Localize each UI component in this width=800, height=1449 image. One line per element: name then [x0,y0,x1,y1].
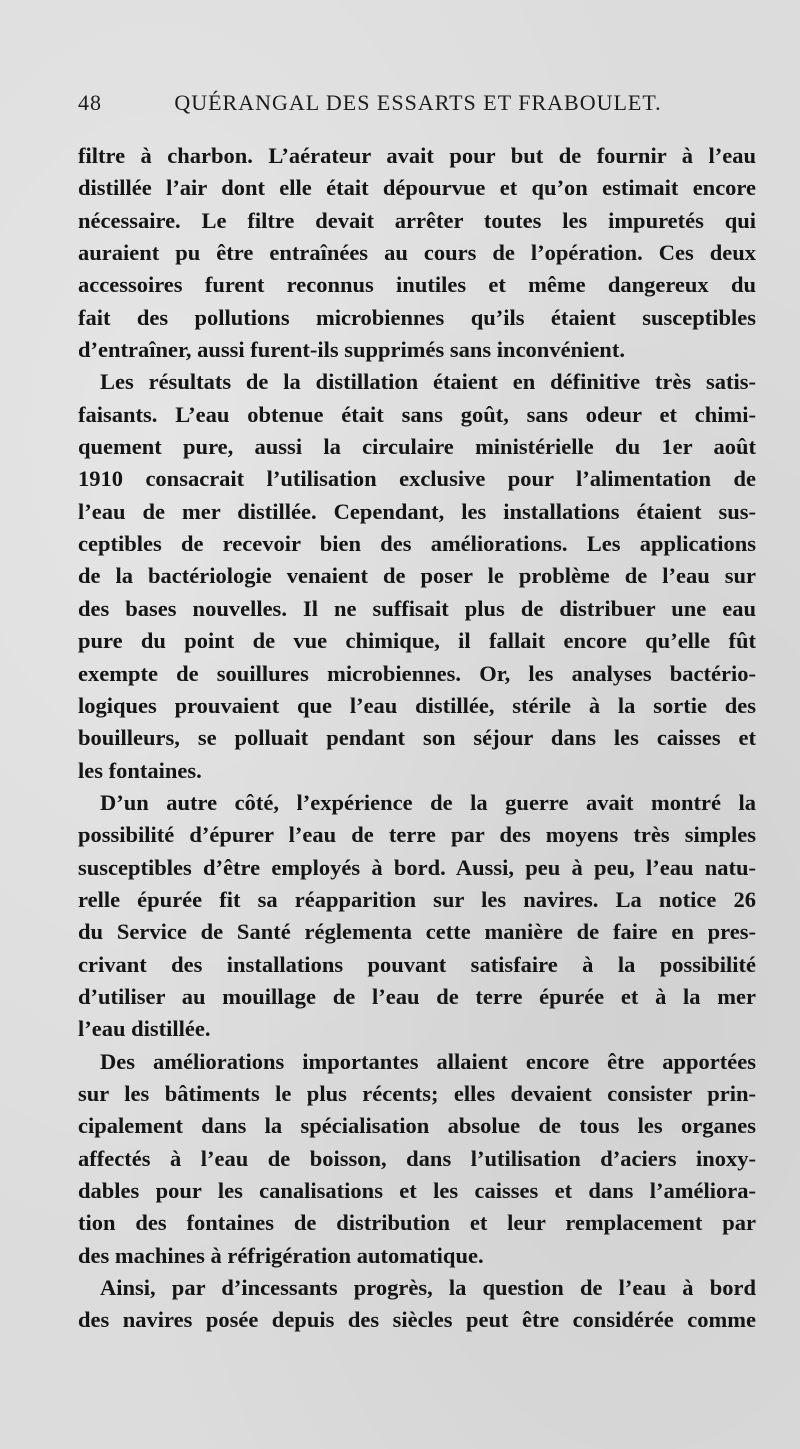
text-line: D’un autre côté, l’expérience de la guerre avait montré la [100,789,756,815]
text-line: tion des fontaines de distribution et leur remplacement par [78,1210,756,1236]
text-line: sur les bâtiments le plus récents; elles devaient consister prin- [78,1080,756,1106]
text-line: crivant des installations pouvant satisfaire à la possibilité [78,951,756,977]
text-line: accessoires furent reconnus inutiles et même dangereux du [78,272,756,298]
text-line: du Service de Santé réglementa cette manière de faire en pres- [78,919,756,945]
text-line: susceptibles d’être employés à bord. Aussi, peu à peu, l’eau natu- [78,854,756,880]
body-text [78,140,756,1337]
text-line: bouilleurs, se polluait pendant son séjour dans les caisses et [78,725,756,751]
text-line: auraient pu être entraînées au cours de l’opération. Ces deux [78,240,756,266]
text-line: 1910 consacrait l’utilisation exclusive pour l’alimentation de [78,466,756,492]
text-line: l’eau distillée. [78,1016,211,1042]
text-line: Des améliorations importantes allaient encore être apportées [100,1048,756,1074]
page-number: 48 [78,90,102,115]
text-line: Les résultats de la distillation étaient en définitive très satis- [100,369,756,395]
text-line: logiques prouvaient que l’eau distillée, stérile à la sortie des [78,692,756,718]
text-line: possibilité d’épurer l’eau de terre par des moyens très simples [78,822,756,848]
text-line: fait des pollutions microbiennes qu’ils étaient susceptibles [78,304,756,330]
text-line: des bases nouvelles. Il ne suffisait plus de distribuer une eau [78,595,756,621]
text-line: d’entraîner, aussi furent-ils supprimés sans inconvénient. [78,337,625,363]
text-line: filtre à charbon. L’aérateur avait pour but de fournir à l’eau [78,143,756,168]
text-line: des machines à réfrigération automatique. [78,1242,484,1268]
text-line: faisants. L’eau obtenue était sans goût, sans odeur et chimi- [78,401,756,427]
text-line: pure du point de vue chimique, il fallait encore qu’elle fût [78,628,756,654]
text-line: quement pure, aussi la circulaire ministérielle du 1er août [78,434,756,460]
text-line: cipalement dans la spécialisation absolue de tous les organes [78,1113,756,1139]
text-line: exempte de souillures microbiennes. Or, les analyses bactério- [78,660,756,686]
text-line: les fontaines. [78,757,202,783]
text-line: Ainsi, par d’incessants progrès, la question de l’eau à bord [100,1275,756,1301]
text-line: dables pour les canalisations et les caisses et dans l’améliora- [78,1178,756,1203]
page-header [78,90,758,124]
text-line: relle épurée fit sa réapparition sur les navires. La notice 26 [78,886,756,912]
text-line: distillée l’air dont elle était dépourvue et qu’on estimait encore [78,175,756,201]
text-line: d’utiliser au mouillage de l’eau de terre épurée et à la mer [78,983,756,1009]
text-line: nécessaire. Le filtre devait arrêter toutes les impuretés qui [78,207,756,233]
running-title: QUÉRANGAL DES ESSARTS ET FRABOULET. [174,90,662,115]
text-line: l’eau de mer distillée. Cependant, les installations étaient sus- [78,498,756,524]
text-line: affectés à l’eau de boisson, dans l’utilisation d’aciers inoxy- [78,1145,756,1171]
text-line: de la bactériologie venaient de poser le problème de l’eau sur [78,563,756,589]
text-line: des navires posée depuis des siècles peut être considérée comme [78,1307,756,1333]
text-line: ceptibles de recevoir bien des améliorations. Les applications [78,531,756,557]
